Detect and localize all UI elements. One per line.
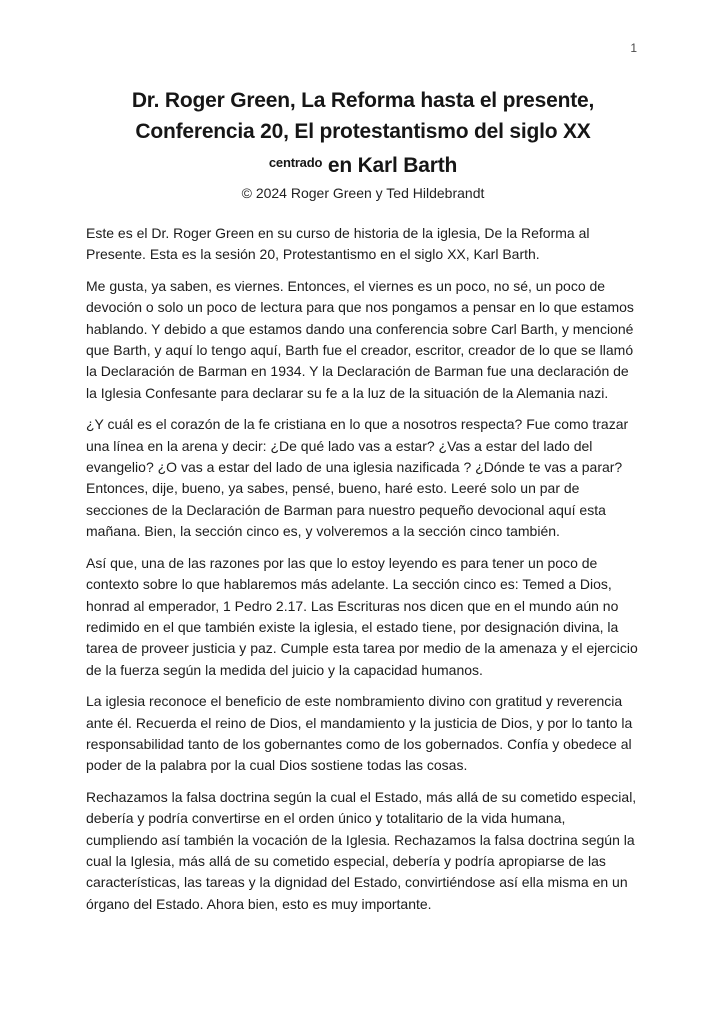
copyright-line: © 2024 Roger Green y Ted Hildebrandt [241,185,485,201]
paragraph-5: La iglesia reconoce el beneficio de este nombramiento divino con gratitud y reverencia ante él. Recuerda el reino de Dios, el mandamiento y la justicia de Dios, y por lo tanto la responsabilidad tanto de los gobernantes como de los gobernados. Confía y obedece al poder de la palabra por la cual Dios sostiene todas las cosas. [86,693,633,774]
paragraph-2: Me gusta, ya saben, es viernes. Entonces, el viernes es un poco, no sé, un poco de devoción o solo un poco de lectura para que nos pongamos a pensar en lo que estamos hablando. Y debido a que estamos dando una conferencia sobre Carl Barth, y mencioné que Barth, y aquí lo tengo aquí, Barth fue el creador, escritor, creador de lo que se llamó la Declaración de Barman en 1934. Y la Declaración de Barman fue una declaración de la Iglesia Confesante para declarar su fe a la luz de la situación de la Alemania nazi. [86,277,634,401]
title-line-3-main: en Karl Barth [327,154,458,177]
title-line-2: Conferencia 20, El protestantismo del siglo XX [135,120,591,143]
paragraph-6: Rechazamos la falsa doctrina según la cual el Estado, más allá de su cometido especial, debería y podría convertirse en el orden único y totalitario de la vida humana, cumpliendo así también la vocación de la Iglesia. Rechazamos la falsa doctrina según la cual la Iglesia, más allá de su cometido especial, debería y podría apropiarse de las características, las tareas y la dignidad del Estado, convirtiéndose así ella misma en un órgano del Estado. Ahora bien, esto es muy importante. [86,788,637,912]
title-line-3 [86,147,640,181]
document-body [86,223,640,915]
page-number: 1 [630,41,637,55]
title-superscript: centrado [268,155,323,170]
paragraph-1: Este es el Dr. Roger Green en su curso de historia de la iglesia, De la Reforma al Presente. Esta es la sesión 20, Protestantismo en el siglo XX, Karl Barth. [86,225,590,263]
paragraph-3: ¿Y cuál es el corazón de la fe cristiana en lo que a nosotros respecta? Fue como trazar una línea en la arena y decir: ¿De qué lado vas a estar? ¿Vas a estar del lado del evangelio? ¿O vas a estar del lado de una iglesia nazificada ? ¿Dónde te vas a parar? Entonces, dije, bueno, ya sabes, pensé, bueno, haré esto. Leeré solo un par de secciones de la Declaración de Barman para nuestro pequeño devocional aquí esta mañana. Bien, la sección cinco es, y volveremos a la sección cinco también. [86,416,629,540]
paragraph-4: Así que, una de las razones por las que lo estoy leyendo es para tener un poco de contexto sobre lo que hablaremos más adelante. La sección cinco es: Temed a Dios, honrad al emperador, 1 Pedro 2.17. Las Escrituras nos dicen que en el mundo aún no redimido en el que también existe la iglesia, el estado tiene, por designación divina, la tarea de proveer justicia y paz. Cumple esta tarea por medio de la amenaza y el ejercicio de la fuerza según la medida del juicio y la capacidad humanos. [86,554,638,678]
document-title [86,85,640,181]
title-line-1: Dr. Roger Green, La Reforma hasta el presente, [131,89,595,112]
